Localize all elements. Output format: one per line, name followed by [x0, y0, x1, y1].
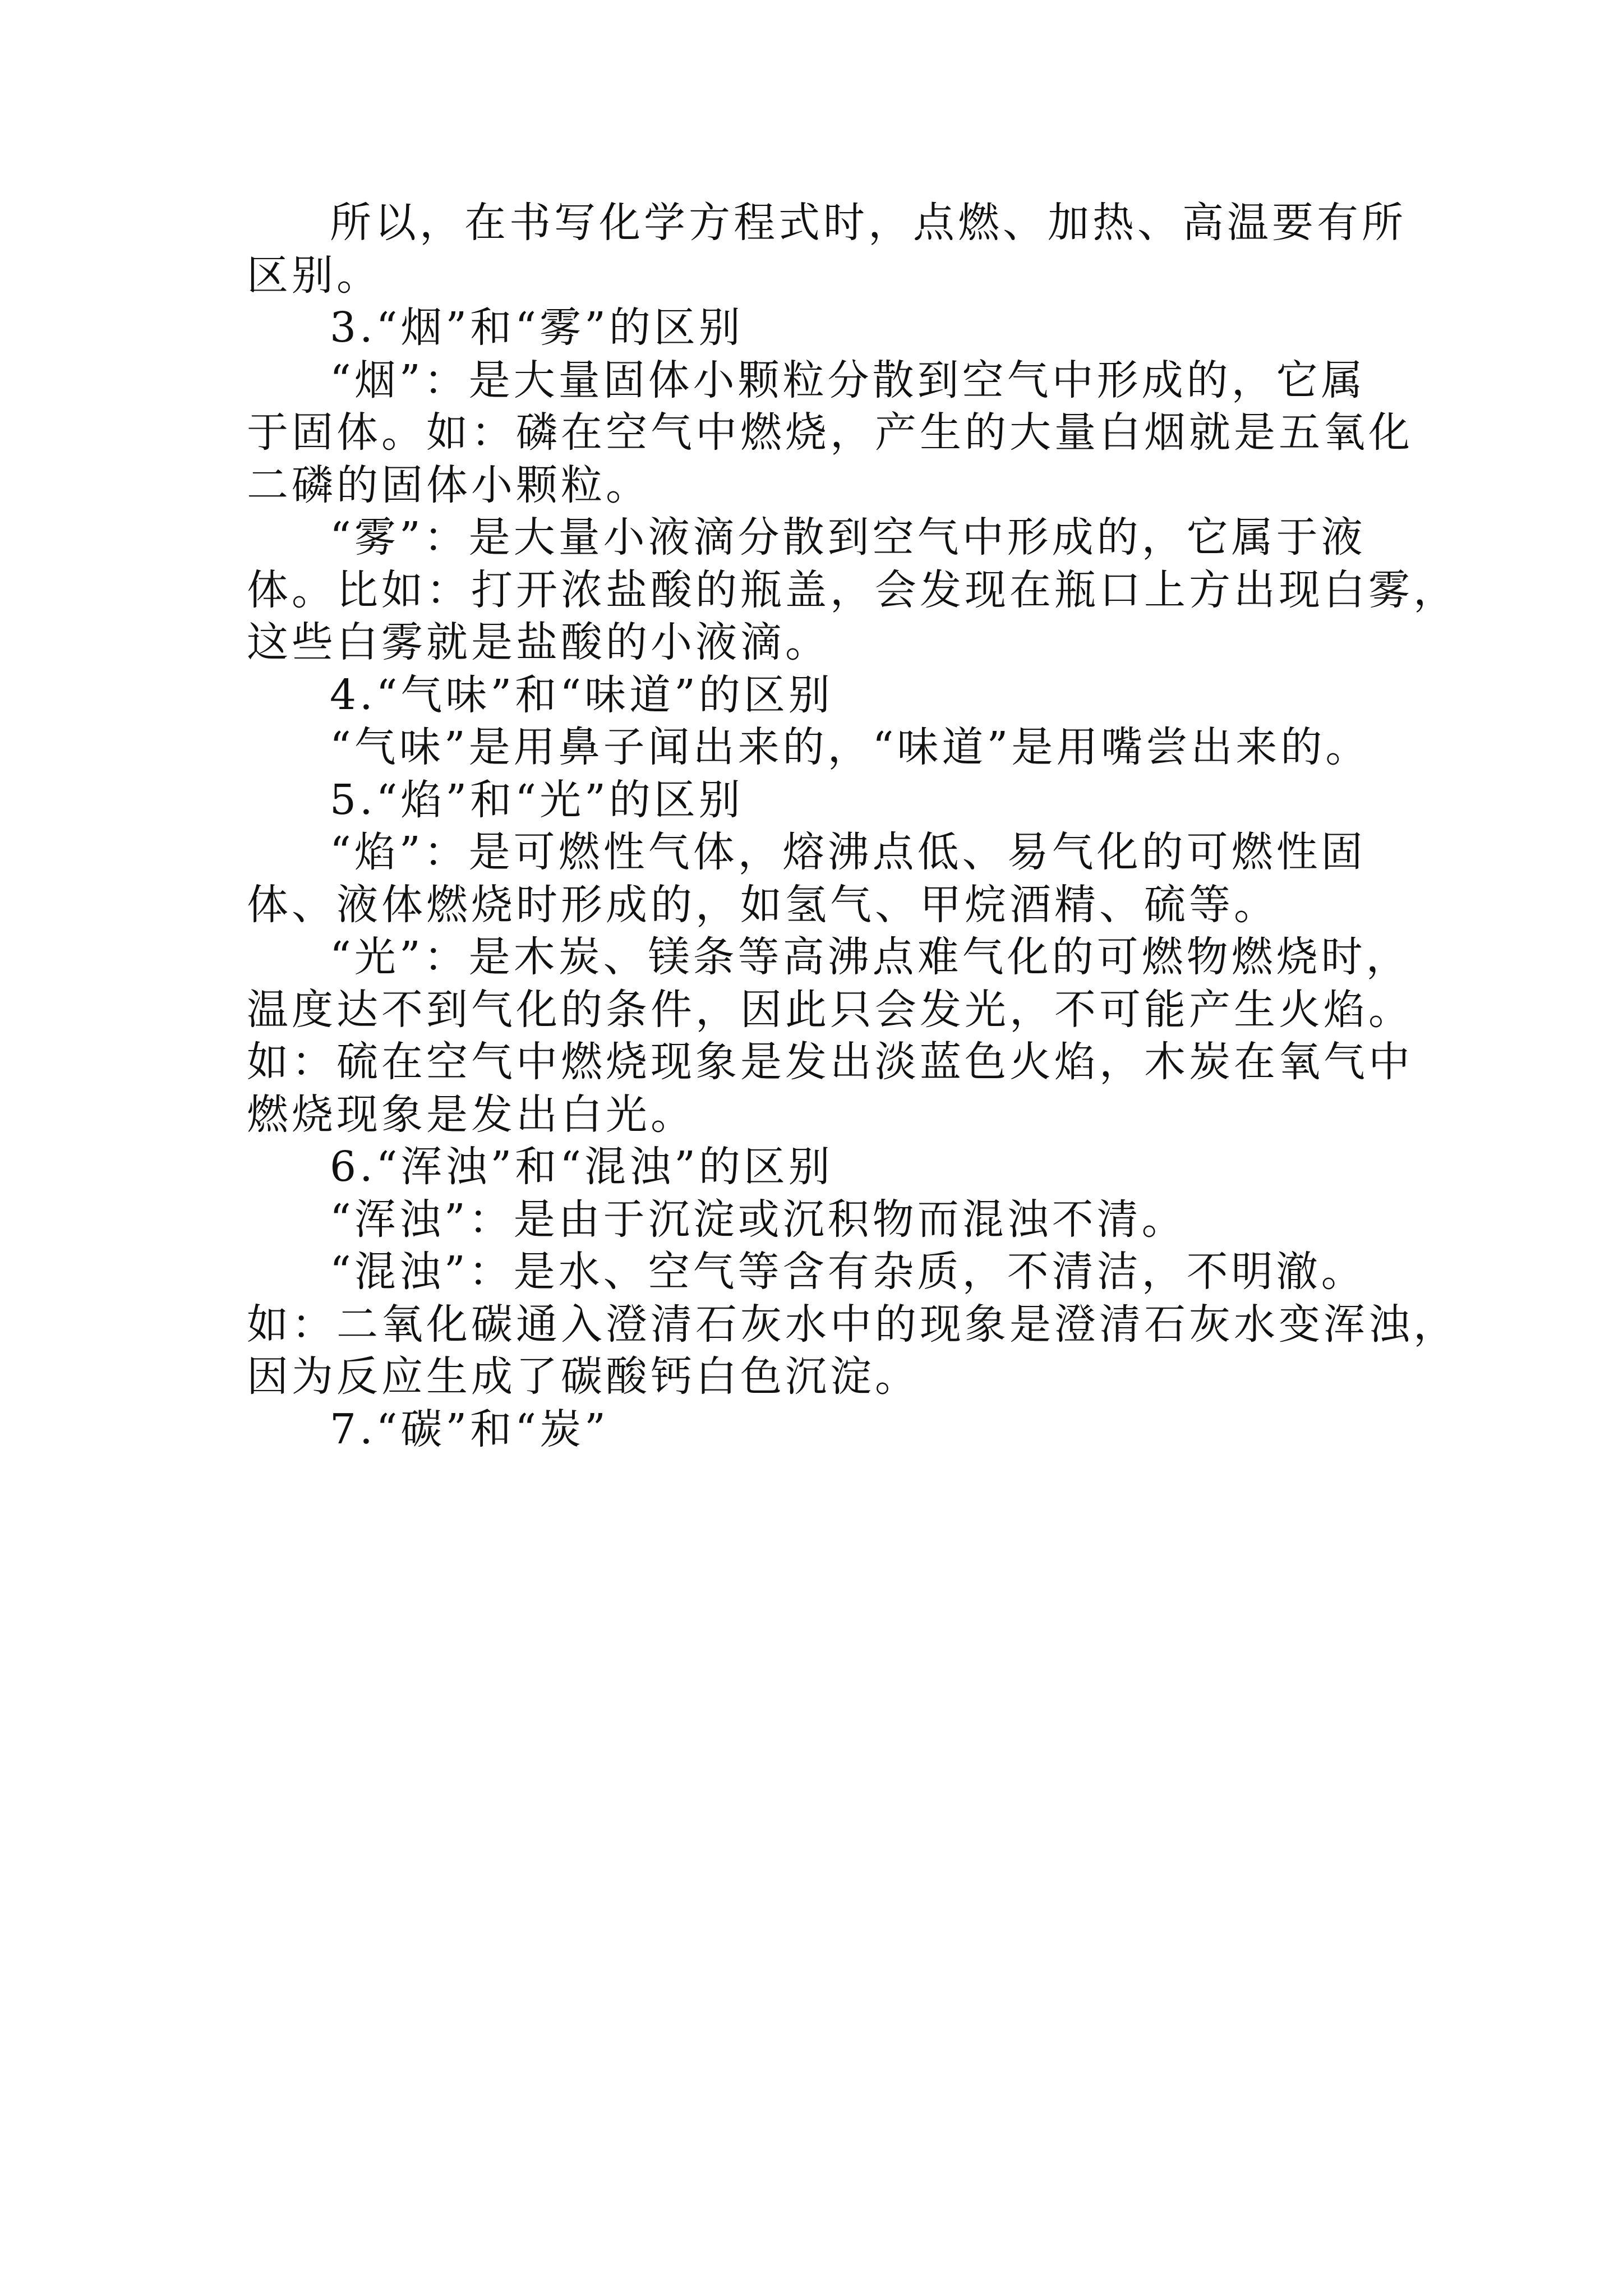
paragraph-line: 体。比如：打开浓盐酸的瓶盖，会发现在瓶口上方出现白雾， [247, 565, 1458, 614]
paragraph-line: “焰”：是可燃性气体，熔沸点低、易气化的可燃性固 [330, 828, 1366, 876]
section-heading: 4.“气味”和“味道”的区别 [330, 670, 833, 719]
paragraph-line: 体、液体燃烧时形成的，如氢气、甲烷酒精、硫等。 [247, 880, 1279, 929]
paragraph-line: “混浊”：是水、空气等含有杂质，不清洁，不明澈。 [330, 1248, 1366, 1296]
paragraph-line: 这些白雾就是盐酸的小液滴。 [247, 618, 830, 666]
paragraph-line: “雾”：是大量小液滴分散到空气中形成的，它属于液 [330, 513, 1366, 562]
section-heading: 3.“烟”和“雾”的区别 [330, 303, 744, 352]
paragraph-line: “浑浊”：是由于沉淀或沉积物而混浊不清。 [330, 1195, 1187, 1244]
document-body [247, 199, 1458, 1461]
paragraph-line: 燃烧现象是发出白光。 [247, 1090, 695, 1139]
paragraph-line: 区别。 [247, 251, 381, 300]
paragraph-line: “光”：是木炭、镁条等高沸点难气化的可燃物燃烧时， [330, 933, 1411, 981]
paragraph-line: 温度达不到气化的条件，因此只会发光，不可能产生火焰。 [247, 985, 1413, 1034]
paragraph-line: 二磷的固体小颗粒。 [247, 461, 651, 509]
paragraph-line: “气味”是用鼻子闻出来的，“味道”是用嘴尝出来的。 [330, 723, 1371, 771]
section-heading: 6.“浑浊”和“混浊”的区别 [330, 1143, 833, 1191]
section-heading: 7.“碳”和“炭” [330, 1405, 609, 1453]
paragraph-line: “烟”：是大量固体小颗粒分散到空气中形成的，它属 [330, 356, 1366, 404]
section-heading: 5.“焰”和“光”的区别 [330, 775, 744, 824]
paragraph-line: 如：硫在空气中燃烧现象是发出淡蓝色火焰，木炭在氧气中 [247, 1038, 1413, 1086]
paragraph-line: 于固体。如：磷在空气中燃烧，产生的大量白烟就是五氧化 [247, 408, 1413, 457]
paragraph-line: 如：二氧化碳通入澄清石灰水中的现象是澄清石灰水变浑浊， [247, 1300, 1458, 1349]
paragraph-line: 所以，在书写化学方程式时，点燃、加热、高温要有所 [330, 199, 1407, 247]
paragraph-line: 因为反应生成了碳酸钙白色沉淀。 [247, 1352, 920, 1401]
